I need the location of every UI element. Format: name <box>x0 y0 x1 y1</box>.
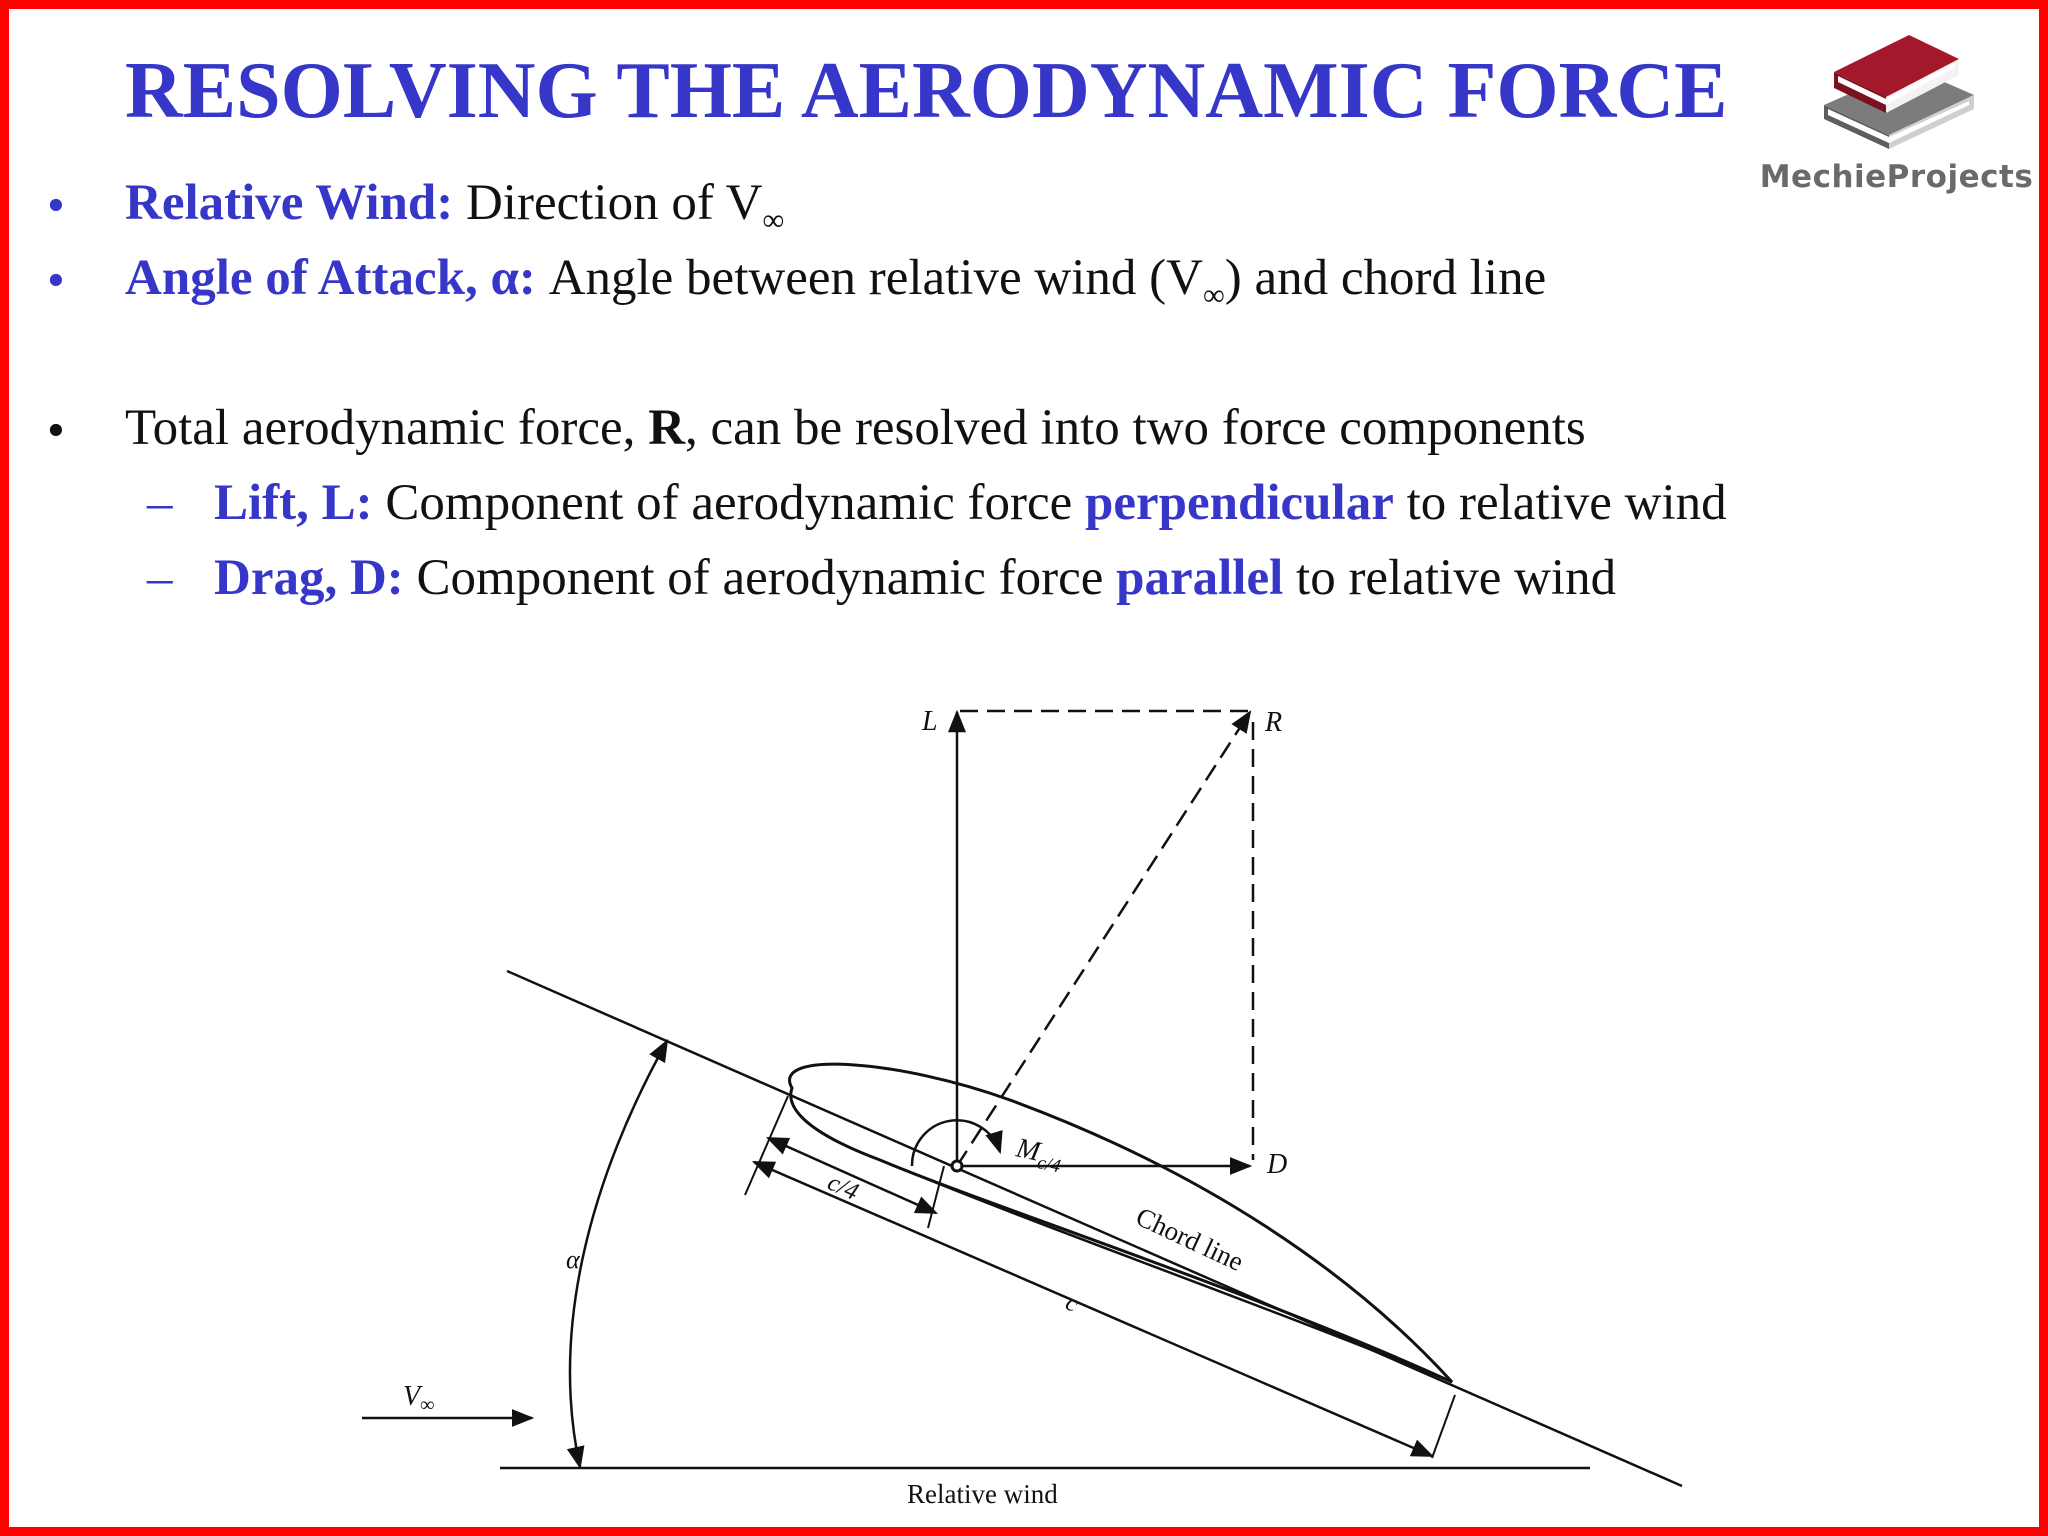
drag-label: D <box>1267 1149 1288 1180</box>
bullet-marker: • <box>47 253 65 309</box>
bullet-text-end: , can be resolved into two force components <box>685 400 1586 456</box>
quarter-chord-point <box>952 1161 962 1171</box>
infinity-subscript: ∞ <box>762 203 785 238</box>
lift-label: L <box>922 706 938 737</box>
bullet-text-end: to relative wind <box>1283 550 1617 606</box>
moment-label: $M_{c/4}$ <box>1013 1132 1063 1178</box>
chord-label: c <box>1061 1288 1083 1318</box>
infinity-subscript: ∞ <box>1202 278 1225 313</box>
resultant-arrow <box>957 712 1250 1166</box>
emph-parallel: parallel <box>1116 550 1284 606</box>
chord-line <box>507 971 1682 1486</box>
relative-wind-label: Relative wind <box>907 1479 1058 1509</box>
bullet-text-end: ) and chord line <box>1224 250 1547 306</box>
bullet-text: Direction of V <box>453 175 763 231</box>
chord-line-label: Chord line <box>1131 1201 1249 1277</box>
bullet-text-end: to relative wind <box>1393 475 1727 531</box>
term-lift: Lift, L: <box>214 475 373 531</box>
slide-title: RESOLVING THE AERODYNAMIC FORCE <box>125 47 1728 135</box>
airfoil-shape <box>790 1064 1452 1382</box>
bullet-text: Component of aerodynamic force <box>403 550 1117 606</box>
camber-lower <box>905 1170 1452 1382</box>
term-angle-of-attack: Angle of Attack, α: <box>125 250 536 306</box>
emph-perpendicular: perpendicular <box>1085 475 1394 531</box>
term-drag: Drag, D: <box>214 550 404 606</box>
term-relative-wind: Relative Wind: <box>125 175 454 231</box>
freestream-label: $V_\infty$ <box>403 1381 435 1416</box>
bullet-text: Angle between relative wind (V <box>535 250 1203 306</box>
alpha-arc <box>570 1041 667 1467</box>
bullet-text: Total aerodynamic force, <box>125 400 649 456</box>
resultant-label: R <box>1265 707 1283 738</box>
bullet-marker: • <box>47 403 65 459</box>
quarter-chord-label: c/4 <box>823 1168 863 1206</box>
bullet-marker: • <box>47 178 65 234</box>
resultant-symbol: R <box>648 400 686 456</box>
sub-bullet-marker: – <box>147 550 173 606</box>
chord-dimension <box>754 1162 1432 1456</box>
alpha-label: α <box>566 1245 580 1274</box>
bullet-text: Component of aerodynamic force <box>372 475 1085 531</box>
logo-text: MechieProjects <box>1759 159 2034 195</box>
sub-bullet-marker: – <box>147 475 173 531</box>
